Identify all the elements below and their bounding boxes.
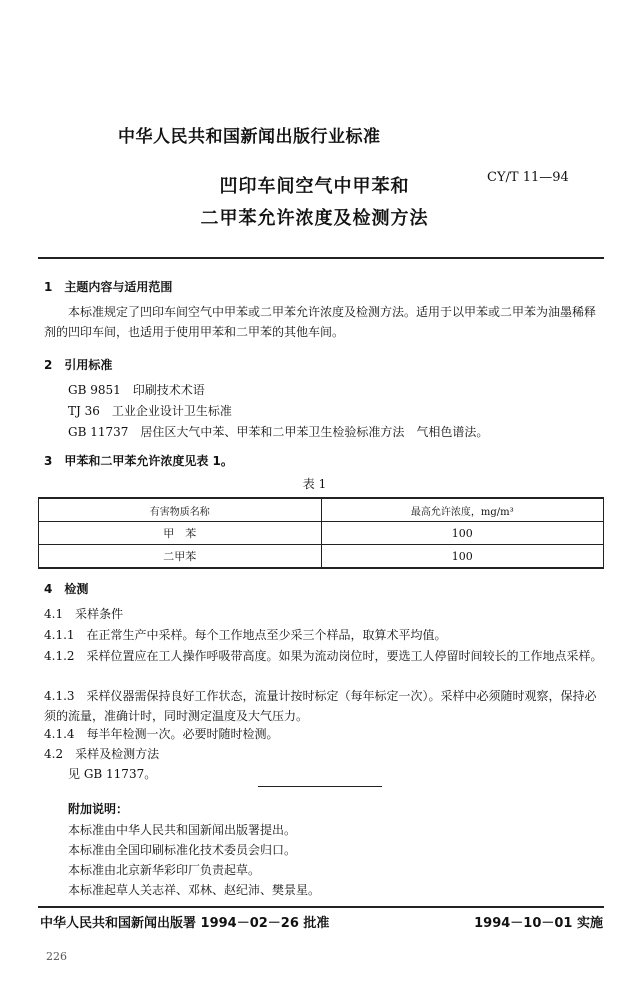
table-header-cell: 有害物质名称 [39, 498, 322, 522]
standard-number: CY/T 11—94 [487, 170, 569, 185]
document-title-line1: 凹印车间空气中甲苯和 [219, 176, 410, 197]
section-1-paragraph: 本标准规定了凹印车间空气中甲苯或二甲苯允许浓度及检测方法。适用于以甲苯或二甲苯为油墨稀释剂的凹印车间，也适用于使用甲苯和二甲苯的其他车间。 [44, 305, 597, 339]
clause-4-1-4: 4.1.4 每半年检测一次。必要时随时检测。 [44, 727, 279, 741]
effective-date: 1994－10－01 实施 [474, 916, 603, 931]
appendix-heading: 附加说明： [68, 802, 129, 816]
section-2-heading: 2 引用标准 [44, 358, 113, 372]
footer-divider [38, 906, 604, 908]
clause-4-1-3: 4.1.3 采样仪器需保持良好工作状态，流量计按时标定（每年标定一次）。采样中必须随时观察，保持必须的流量，准确计时，同时测定温度及大气压力。 [44, 689, 597, 723]
table-cell: 二甲苯 [39, 545, 322, 569]
page-number: 226 [46, 950, 67, 963]
clause-4-1: 4.1 采样条件 [44, 607, 124, 621]
header-divider [38, 257, 604, 259]
section-4-heading: 4 检测 [44, 582, 89, 596]
clause-4-1-1: 4.1.1 在正常生产中采样。每个工作地点至少采三个样品，取算术平均值。 [44, 628, 447, 642]
clause-4-2: 4.2 采样及检测方法 [44, 747, 160, 761]
clause-4-1-2: 4.1.2 采样位置应在工人操作呼吸带高度。如果为流动岗位时，要选工人停留时间较长的工作地点采样。 [44, 649, 603, 663]
document-title-line2: 二甲苯允许浓度及检测方法 [200, 208, 429, 229]
appendix-line: 本标准由北京新华彩印厂负责起草。 [68, 863, 261, 877]
reference-item: GB 9851 印刷技术术语 [68, 383, 205, 397]
table-row [39, 545, 604, 569]
approval-statement: 中华人民共和国新闻出版署 1994－02－26 批准 [40, 916, 330, 931]
table-cell: 100 [321, 522, 604, 545]
reference-item: GB 11737 居住区大气中苯、甲苯和二甲苯卫生检验标准方法 气相色谱法。 [68, 425, 489, 439]
table-header-cell: 最高允许浓度，mg/m³ [321, 498, 604, 522]
table-caption: 表 1 [302, 477, 327, 491]
section-1-heading: 1 主题内容与适用范围 [44, 280, 173, 294]
issuing-body-title: 中华人民共和国新闻出版行业标准 [118, 127, 381, 147]
section-3-heading: 3 甲苯和二甲苯允许浓度见表 1。 [44, 454, 233, 468]
appendix-line: 本标准由中华人民共和国新闻出版署提出。 [68, 823, 297, 837]
section-divider [258, 786, 382, 787]
table-cell: 100 [321, 545, 604, 569]
appendix-line: 本标准由全国印刷标准化技术委员会归口。 [68, 843, 297, 857]
appendix-line: 本标准起草人关志祥、邓林、赵纪沛、樊景星。 [68, 883, 321, 897]
clause-4-2-text: 见 GB 11737。 [68, 767, 157, 781]
concentration-table [38, 497, 604, 569]
table-cell: 甲 苯 [39, 522, 322, 545]
reference-item: TJ 36 工业企业设计卫生标准 [68, 404, 232, 418]
table-row [39, 522, 604, 545]
table-header-row [39, 498, 604, 522]
